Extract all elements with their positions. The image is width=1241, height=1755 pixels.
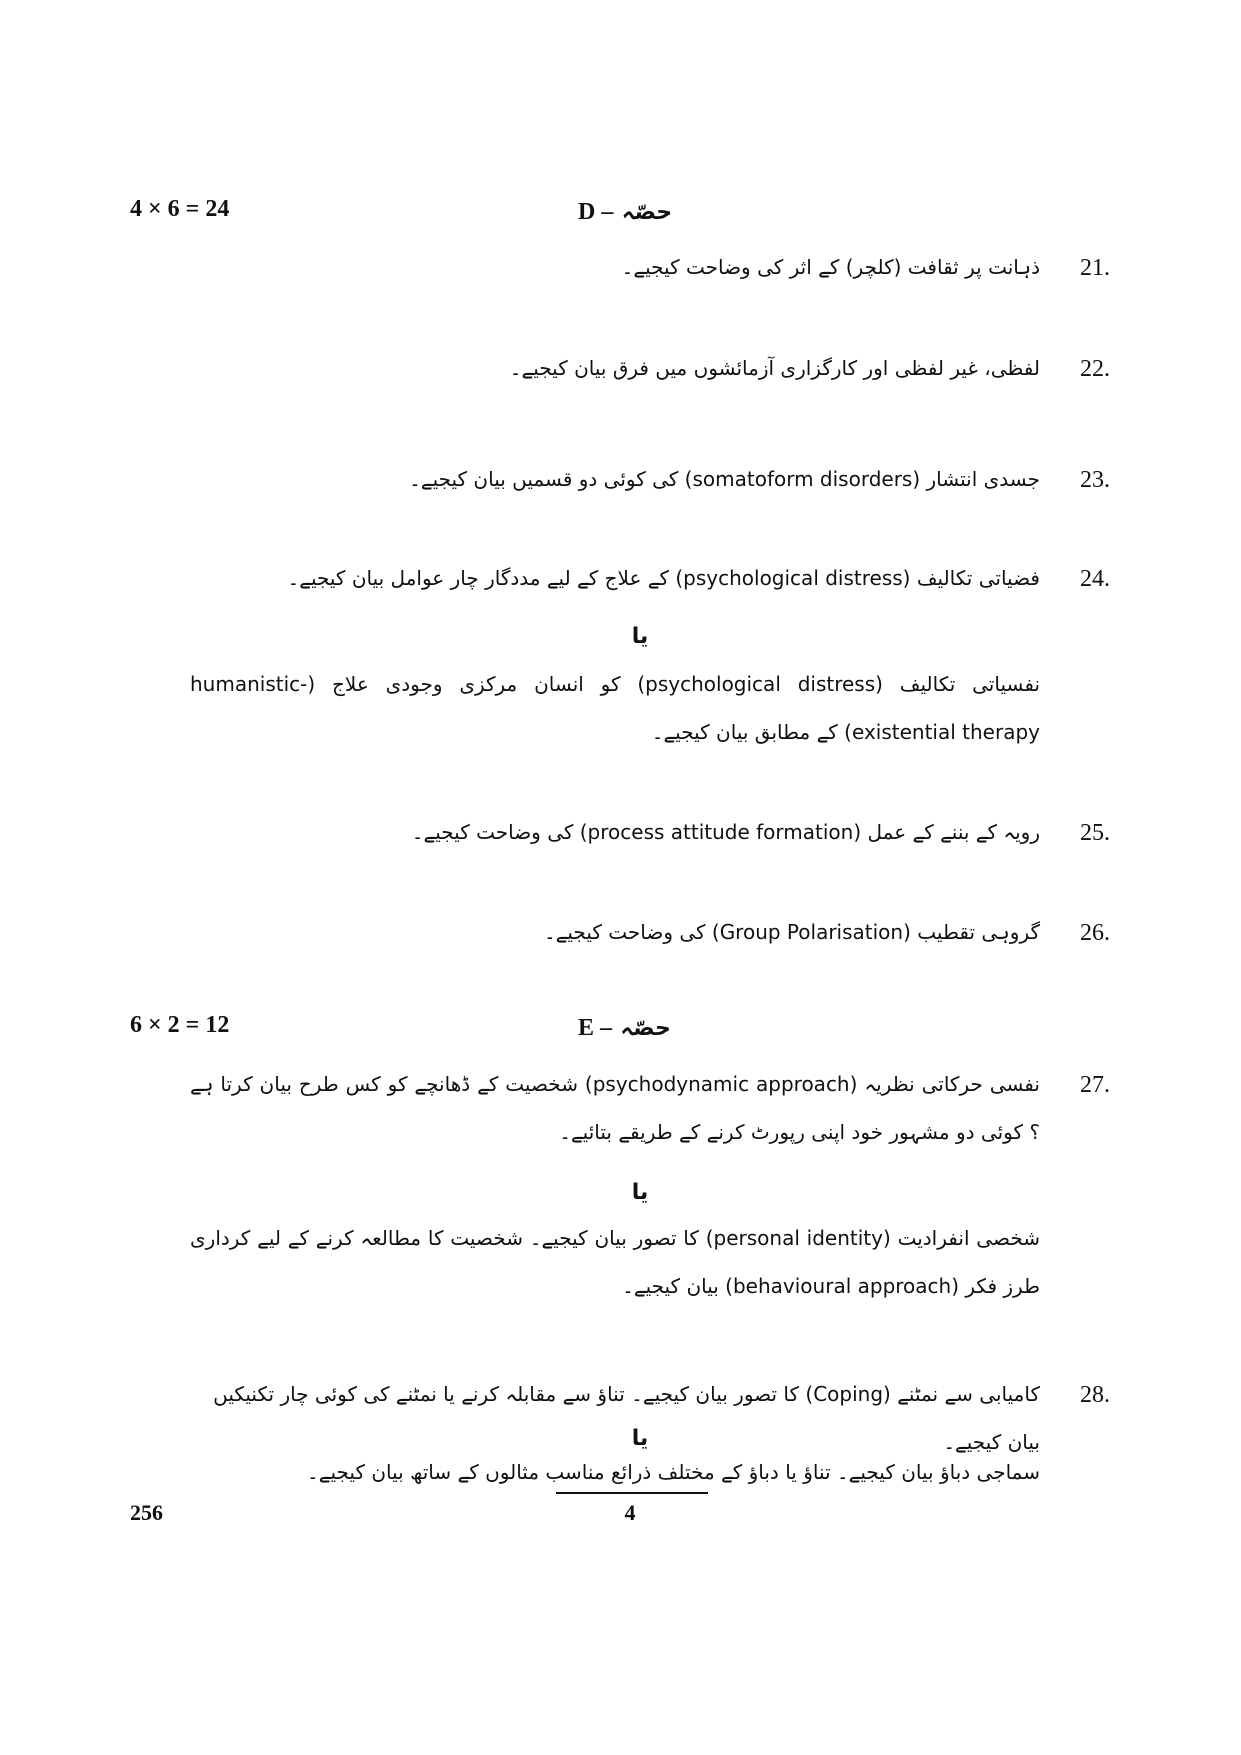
footer-rule (556, 1492, 708, 1494)
paper-code: 256 (130, 1500, 163, 1525)
question-number: 26. (1080, 920, 1110, 946)
or-label: یا (631, 1180, 649, 1205)
question-number: 24. (1080, 566, 1110, 592)
question-text: نفسی حرکاتی نظریہ (psychodynamic approach) شخصیت کے ڈھانچے کو کس طرح بیان کرتا ہے ؟ کوئی دو مشہور خود اپنی رپورٹ کرنے کے طریقے بتائیے۔ (190, 1072, 1040, 1144)
question-text: کامیابی سے نمٹنے (Coping) کا تصور بیان کیجیے۔ تناؤ سے مقابلہ کرنے یا نمٹنے کی کوئی چار تکنیکیں بیان کیجیے۔ (213, 1382, 1040, 1454)
question-number: 21. (1080, 255, 1110, 281)
section-d-letter: D – (578, 199, 614, 225)
section-d-marks: 4 × 6 = 24 (130, 196, 230, 222)
question-27-alternative: شخصی انفرادیت (personal identity) کا تصور بیان کیجیے۔ شخصیت کا مطالعہ کرنے کے لیے کرداری طرز فکر (behavioural approach) بیان کیجیے۔ (190, 1226, 1040, 1298)
question-number: 23. (1080, 467, 1110, 493)
section-d-title (578, 196, 672, 226)
section-e-title (578, 1012, 671, 1042)
section-e-header (130, 1012, 670, 1044)
question-text: لفظی، غیر لفظی اور کارگزاری آزمائشوں میں فرق بیان کیجیے۔ (509, 356, 1040, 380)
section-d-word: حصّہ (621, 200, 673, 225)
question-text: فضیاتی تکالیف (psychological distress) کے علاج کے لیے مددگار چار عوامل بیان کیجیے۔ (287, 566, 1040, 590)
section-e-letter: E – (578, 1015, 613, 1041)
or-label: یا (631, 1426, 649, 1451)
question-28-alternative: سماجی دباؤ بیان کیجیے۔ تناؤ یا دباؤ کے مختلف ذرائع مناسب مثالوں کے ساتھ بیان کیجیے۔ (307, 1460, 1040, 1484)
question-number: 27. (1080, 1072, 1110, 1098)
section-d-header (130, 196, 673, 228)
section-e-word: حصّہ (620, 1016, 671, 1041)
question-text: ذہانت پر ثقافت (کلچر) کے اثر کی وضاحت کیجیے۔ (621, 255, 1040, 279)
question-24-alternative: نفسیاتی تکالیف (psychological distress) کو انسان مرکزی وجودی علاج (humanistic-existential therapy) کے مطابق بیان کیجیے۔ (190, 672, 1041, 744)
question-number: 25. (1080, 820, 1110, 846)
question-number: 22. (1080, 356, 1110, 382)
question-text: رویہ کے بننے کے عمل (process attitude formation) کی وضاحت کیجیے۔ (411, 820, 1040, 844)
question-text: جسدی انتشار (somatoform disorders) کی کوئی دو قسمیں بیان کیجیے۔ (409, 467, 1040, 491)
or-label: یا (631, 624, 649, 649)
page-number: 4 (624, 1500, 636, 1525)
question-text: گروہی تقطیب (Group Polarisation) کی وضاحت کیجیے۔ (543, 920, 1040, 944)
question-number: 28. (1080, 1382, 1110, 1408)
section-e-marks: 6 × 2 = 12 (130, 1012, 230, 1038)
